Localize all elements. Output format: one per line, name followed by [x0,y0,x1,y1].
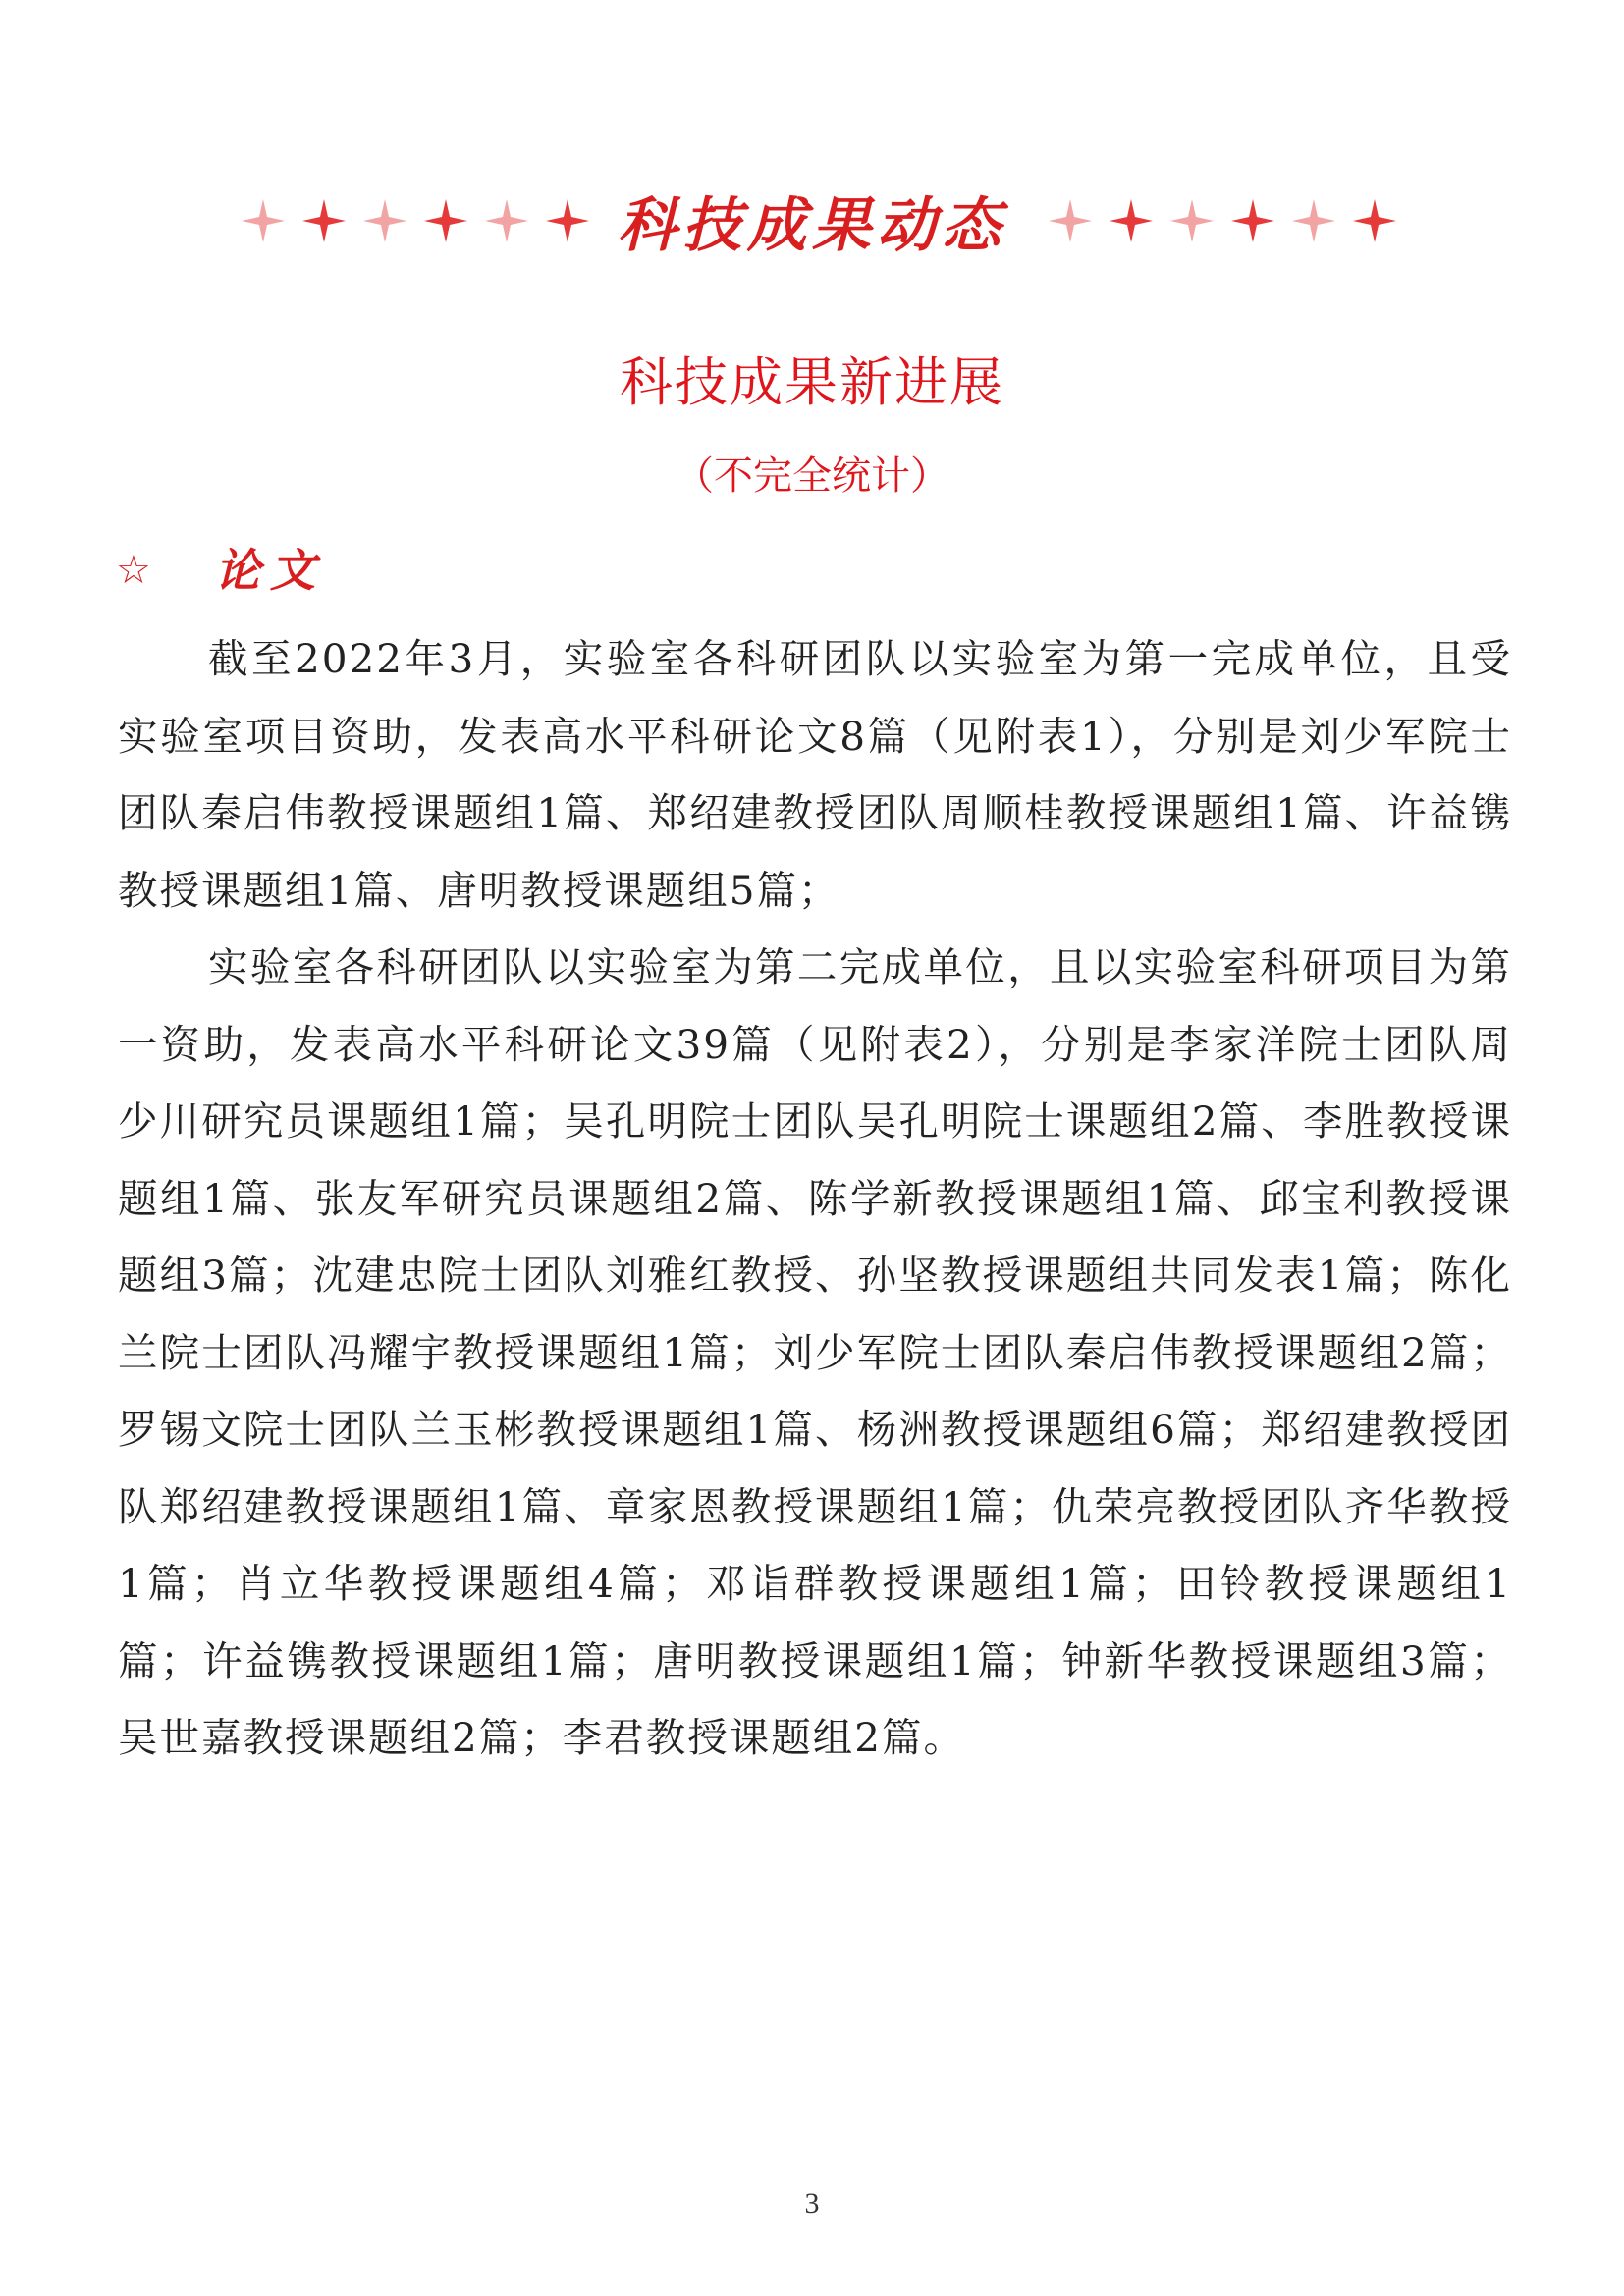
banner-title: 科技成果动态 [618,191,1006,260]
star-decoration-icon [1110,199,1153,242]
header-banner [0,182,1624,270]
star-decoration-icon [363,199,406,242]
star-decoration-icon [424,199,467,242]
star-decoration-icon [485,199,528,242]
star-decoration-icon [1353,199,1396,242]
paragraph: 截至2022年3月，实验室各科研团队以实验室为第一完成单位，且受实验室项目资助，发表高水平科研论文8篇（见附表1），分别是刘少军院士团队秦启伟教授课题组1篇、郑绍建教授团队周顺桂教授课题组1篇、许益镌教授课题组1篇、唐明教授课题组5篇； [118,635,1512,914]
star-outline-icon: ☆ [116,547,151,593]
star-decoration-icon [1292,199,1335,242]
paragraph: 实验室各科研团队以实验室为第二完成单位，且以实验室科研项目为第一资助，发表高水平科研论文39篇（见附表2），分别是李家洋院士团队周少川研究员课题组1篇；吴孔明院士团队吴孔明院士课题组2篇、李胜教授课题组1篇、张友军研究员课题组2篇、陈学新教授课题组1篇、邱宝利教授课题组3篇；沈建忠院士团队刘雅红教授、孙坚教授课题组共同发表1篇；陈化兰院士团队冯耀宇教授课题组1篇；刘少军院士团队秦启伟教授课题组2篇；罗锡文院士团队兰玉彬教授课题组1篇、杨洲教授课题组6篇；郑绍建教授团队郑绍建教授课题组1篇、章家恩教授课题组1篇；仇荣亮教授团队齐华教授1篇；肖立华教授课题组4篇；邓诣群教授课题组1篇；田铃教授课题组1篇；许益镌教授课题组1篇；唐明教授课题组1篇；钟新华教授课题组3篇；吴世嘉教授课题组2篇；李君教授课题组2篇。 [118,943,1512,1761]
star-decoration-icon [1170,199,1214,242]
star-decoration-icon [302,199,346,242]
article-title: 科技成果新进展 [620,351,1004,413]
section-heading [116,535,325,604]
star-decoration-icon [242,199,285,242]
star-decoration-icon [1049,199,1092,242]
page-number: 3 [804,2187,820,2219]
article-subtitle: （不完全统计） [675,454,949,499]
star-decoration-icon [546,199,589,242]
article-body [118,620,1512,1777]
section-label: 论文 [214,543,325,597]
star-decoration-icon [1231,199,1274,242]
